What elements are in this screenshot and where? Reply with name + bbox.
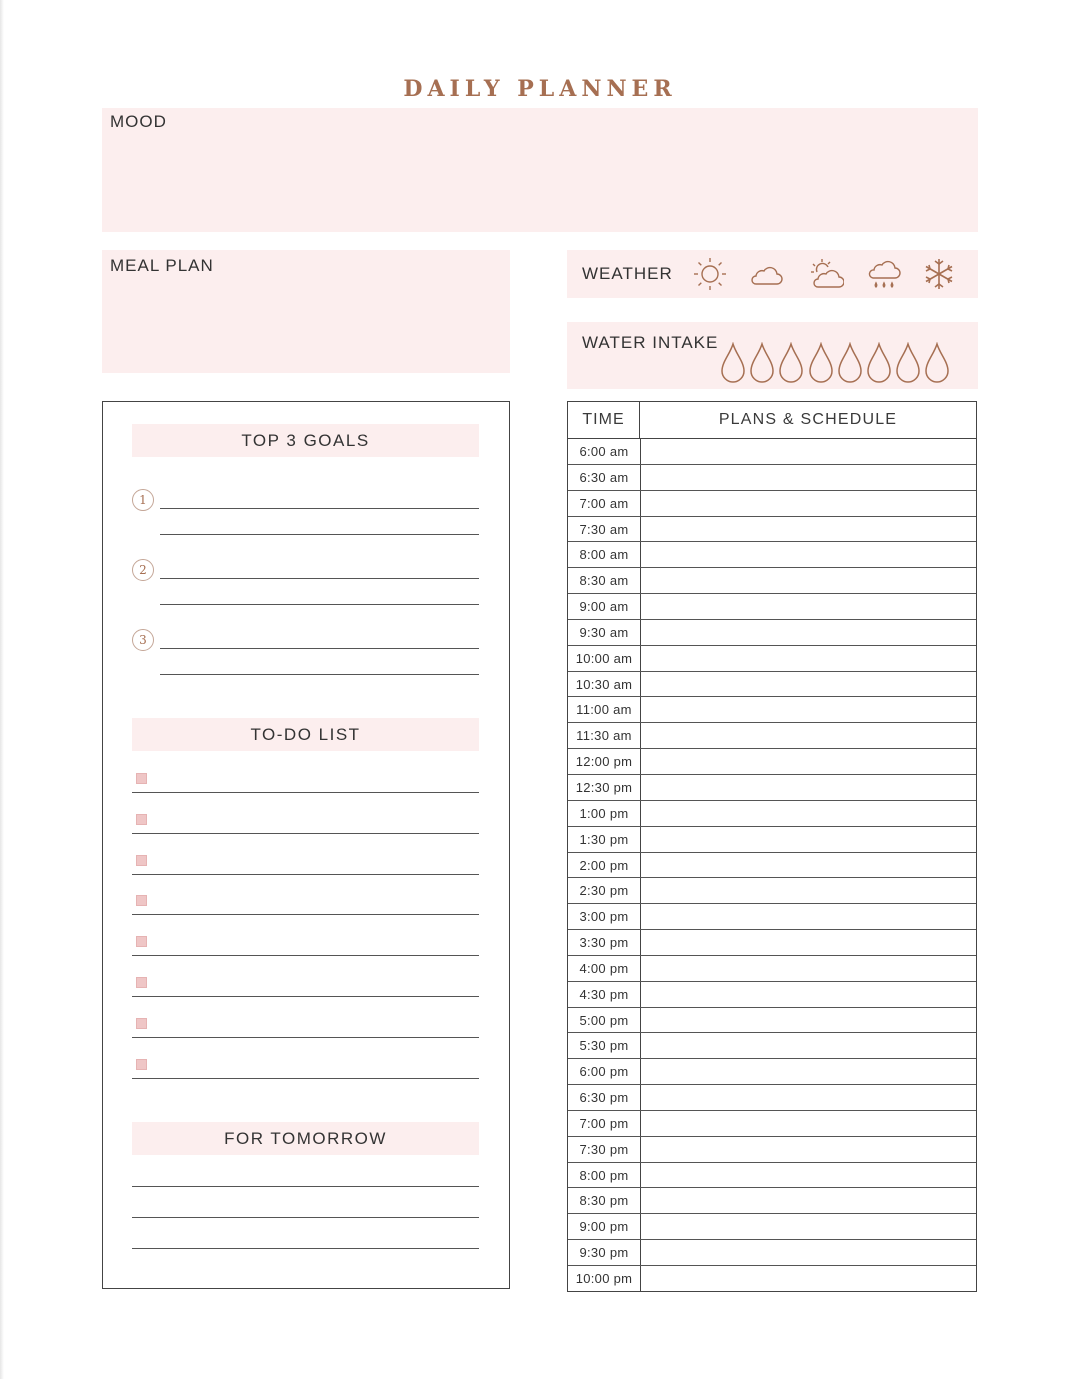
plan-cell[interactable]	[641, 982, 976, 1007]
time-cell: 9:30 pm	[568, 1240, 641, 1265]
schedule-row	[568, 982, 976, 1008]
water-drop-icon[interactable]	[808, 342, 834, 384]
water-drop-icon[interactable]	[866, 342, 892, 384]
plan-cell[interactable]	[641, 439, 976, 464]
time-cell: 11:30 am	[568, 723, 641, 748]
todo-checkbox[interactable]	[136, 936, 147, 947]
time-cell: 9:30 am	[568, 620, 641, 645]
schedule-table	[567, 401, 977, 1292]
todo-checkbox[interactable]	[136, 1018, 147, 1029]
schedule-row	[568, 568, 976, 594]
water-drop-icon[interactable]	[778, 342, 804, 384]
schedule-row	[568, 801, 976, 827]
schedule-row	[568, 1033, 976, 1059]
time-cell: 7:00 pm	[568, 1111, 641, 1136]
schedule-row	[568, 672, 976, 698]
plan-cell[interactable]	[641, 646, 976, 671]
time-cell: 10:30 am	[568, 672, 641, 697]
time-cell: 7:30 pm	[568, 1137, 641, 1162]
todo-checkbox[interactable]	[136, 895, 147, 906]
schedule-row	[568, 1085, 976, 1111]
plan-cell[interactable]	[641, 904, 976, 929]
goal-line[interactable]	[160, 674, 479, 675]
schedule-row	[568, 594, 976, 620]
time-cell: 12:30 pm	[568, 775, 641, 800]
water-drop-icon[interactable]	[924, 342, 950, 384]
plans-column-header: PLANS & SCHEDULE	[718, 411, 898, 428]
todo-checkbox[interactable]	[136, 977, 147, 988]
time-cell: 10:00 am	[568, 646, 641, 671]
partly-cloudy-icon[interactable]	[808, 256, 844, 292]
goal-line[interactable]	[160, 534, 479, 535]
schedule-row	[568, 1188, 976, 1214]
time-cell: 8:30 pm	[568, 1188, 641, 1213]
plan-cell[interactable]	[641, 491, 976, 516]
schedule-header	[568, 402, 976, 439]
schedule-row	[568, 491, 976, 517]
time-cell: 10:00 pm	[568, 1266, 641, 1291]
todo-line[interactable]	[132, 833, 479, 834]
water-drop-icon[interactable]	[837, 342, 863, 384]
snowflake-icon[interactable]	[921, 256, 957, 292]
tomorrow-line[interactable]	[132, 1217, 479, 1218]
time-cell: 6:00 am	[568, 439, 641, 464]
todo-line[interactable]	[132, 955, 479, 956]
sun-icon[interactable]	[692, 256, 728, 292]
schedule-row	[568, 1008, 976, 1034]
schedule-row	[568, 1266, 976, 1291]
schedule-row	[568, 904, 976, 930]
plan-cell[interactable]	[641, 1137, 976, 1162]
goal-line[interactable]	[160, 648, 479, 649]
goal-number: 1	[132, 489, 154, 511]
goal-number: 2	[132, 559, 154, 581]
schedule-row	[568, 775, 976, 801]
plan-cell[interactable]	[641, 775, 976, 800]
time-cell: 7:30 am	[568, 517, 641, 542]
time-column-header: TIME	[568, 402, 640, 438]
schedule-row	[568, 542, 976, 568]
time-cell: 6:30 pm	[568, 1085, 641, 1110]
schedule-row	[568, 1240, 976, 1266]
mood-label: MOOD	[110, 112, 167, 131]
plan-cell[interactable]	[641, 956, 976, 981]
schedule-row	[568, 646, 976, 672]
water-drop-icon[interactable]	[895, 342, 921, 384]
tomorrow-header: FOR TOMORROW	[132, 1122, 479, 1155]
time-cell: 9:00 am	[568, 594, 641, 619]
time-cell: 4:00 pm	[568, 956, 641, 981]
time-cell: 1:00 pm	[568, 801, 641, 826]
todo-checkbox[interactable]	[136, 1059, 147, 1070]
time-cell: 6:30 am	[568, 465, 641, 490]
plan-cell[interactable]	[641, 827, 976, 852]
schedule-row	[568, 749, 976, 775]
todo-line[interactable]	[132, 792, 479, 793]
plan-cell[interactable]	[641, 801, 976, 826]
schedule-row	[568, 878, 976, 904]
schedule-row	[568, 439, 976, 465]
plan-cell[interactable]	[641, 1008, 976, 1033]
goal-number: 3	[132, 629, 154, 651]
time-cell: 11:00 am	[568, 697, 641, 722]
plan-cell[interactable]	[641, 1085, 976, 1110]
plan-cell[interactable]	[641, 1266, 976, 1291]
schedule-row	[568, 1111, 976, 1137]
plan-cell[interactable]	[641, 697, 976, 722]
time-cell: 8:30 am	[568, 568, 641, 593]
time-cell: 2:30 pm	[568, 878, 641, 903]
cloud-icon[interactable]	[748, 256, 784, 292]
schedule-row	[568, 930, 976, 956]
time-cell: 9:00 pm	[568, 1214, 641, 1239]
time-cell: 3:00 pm	[568, 904, 641, 929]
todo-line[interactable]	[132, 1078, 479, 1079]
mood-box[interactable]	[102, 108, 978, 232]
plan-cell[interactable]	[641, 723, 976, 748]
tomorrow-line[interactable]	[132, 1186, 479, 1187]
schedule-row	[568, 853, 976, 879]
schedule-rows	[568, 439, 976, 1291]
schedule-row	[568, 723, 976, 749]
plan-cell[interactable]	[641, 1059, 976, 1084]
todo-header: TO-DO LIST	[132, 718, 479, 751]
plan-cell[interactable]	[641, 1240, 976, 1265]
todo-checkbox[interactable]	[136, 773, 147, 784]
todo-line[interactable]	[132, 874, 479, 875]
rain-icon[interactable]	[866, 256, 902, 292]
schedule-row	[568, 1137, 976, 1163]
page-edge	[0, 0, 4, 1379]
time-cell: 4:30 pm	[568, 982, 641, 1007]
schedule-row	[568, 517, 976, 543]
plan-cell[interactable]	[641, 1214, 976, 1239]
plan-cell[interactable]	[641, 1033, 976, 1058]
schedule-row	[568, 1214, 976, 1240]
time-cell: 7:00 am	[568, 491, 641, 516]
time-cell: 8:00 pm	[568, 1163, 641, 1188]
schedule-row	[568, 827, 976, 853]
meal-plan-label: MEAL PLAN	[110, 256, 214, 275]
plan-cell[interactable]	[641, 1163, 976, 1188]
schedule-row	[568, 1163, 976, 1189]
plan-cell[interactable]	[641, 594, 976, 619]
schedule-row	[568, 697, 976, 723]
top-goals-header: TOP 3 GOALS	[132, 424, 479, 457]
time-cell: 5:00 pm	[568, 1008, 641, 1033]
goal-line[interactable]	[160, 604, 479, 605]
plan-cell[interactable]	[641, 465, 976, 490]
page-title: DAILY PLANNER	[403, 76, 677, 102]
todo-line[interactable]	[132, 914, 479, 915]
schedule-row	[568, 1059, 976, 1085]
weather-label: WEATHER	[582, 264, 673, 283]
time-cell: 3:30 pm	[568, 930, 641, 955]
time-cell: 12:00 pm	[568, 749, 641, 774]
plan-cell[interactable]	[641, 1111, 976, 1136]
water-intake-label: WATER INTAKE	[582, 333, 719, 352]
plan-cell[interactable]	[641, 853, 976, 878]
todo-line[interactable]	[132, 996, 479, 997]
schedule-row	[568, 465, 976, 491]
plan-cell[interactable]	[641, 542, 976, 567]
plan-cell[interactable]	[641, 620, 976, 645]
schedule-row	[568, 956, 976, 982]
time-cell: 5:30 pm	[568, 1033, 641, 1058]
plan-cell[interactable]	[641, 517, 976, 542]
water-drop-icon[interactable]	[749, 342, 775, 384]
plan-cell[interactable]	[641, 568, 976, 593]
water-drop-icon[interactable]	[720, 342, 746, 384]
tomorrow-line[interactable]	[132, 1248, 479, 1249]
plan-cell[interactable]	[641, 878, 976, 903]
goal-line[interactable]	[160, 578, 479, 579]
todo-checkbox[interactable]	[136, 855, 147, 866]
plan-cell[interactable]	[641, 672, 976, 697]
time-cell: 8:00 am	[568, 542, 641, 567]
goal-line[interactable]	[160, 508, 479, 509]
schedule-row	[568, 620, 976, 646]
todo-line[interactable]	[132, 1037, 479, 1038]
todo-checkbox[interactable]	[136, 814, 147, 825]
plan-cell[interactable]	[641, 1188, 976, 1213]
time-cell: 6:00 pm	[568, 1059, 641, 1084]
time-cell: 2:00 pm	[568, 853, 641, 878]
time-cell: 1:30 pm	[568, 827, 641, 852]
plan-cell[interactable]	[641, 930, 976, 955]
plan-cell[interactable]	[641, 749, 976, 774]
